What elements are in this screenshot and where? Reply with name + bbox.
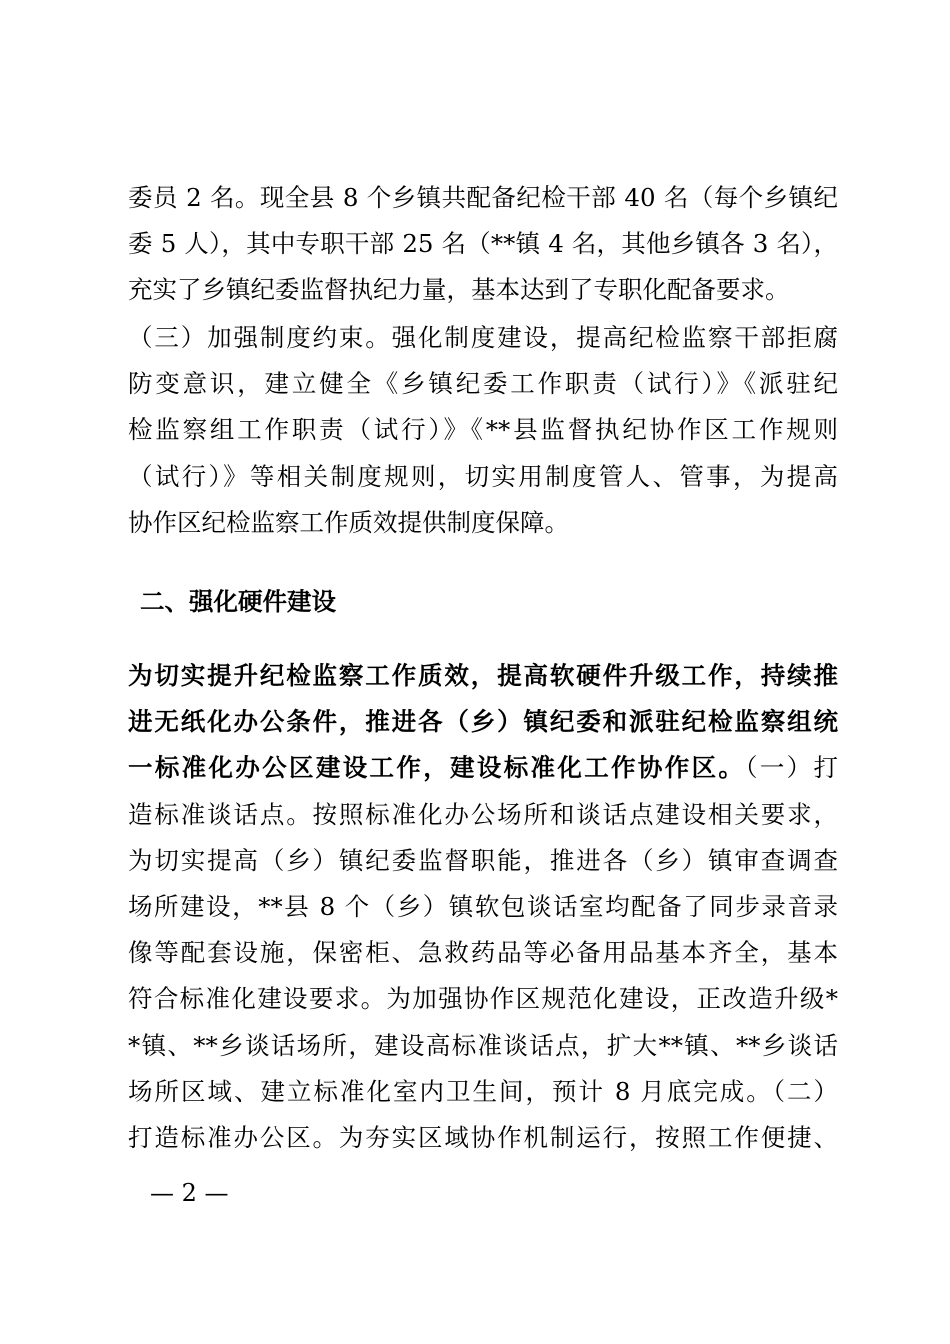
text-line: 场所建设，**县 8 个（乡）镇软包谈话室均配备了同步录音录 — [128, 891, 838, 921]
text-line: （试行）》等相关制度规则，切实用制度管人、管事，为提高 — [128, 461, 838, 491]
text-line: 防变意识，建立健全《乡镇纪委工作职责（试行）》《派驻纪 — [128, 369, 838, 399]
text-line: 打造标准办公区。为夯实区域协作机制运行，按照工作便捷、 — [128, 1122, 838, 1152]
text-line: 像等配套设施，保密柜、急救药品等必备用品基本齐全，基本 — [128, 938, 838, 968]
text-line: 检监察组工作职责（试行）》《**县监督执纪协作区工作规则 — [128, 415, 838, 445]
text-run: （一）打 — [745, 753, 838, 783]
text-line: 协作区纪检监察工作质效提供制度保障。 — [128, 507, 569, 537]
paragraph-staffing — [128, 175, 838, 314]
text-line: （三）加强制度约束。强化制度建设，提高纪检监察干部拒腐 — [128, 323, 838, 352]
text-line: 委 5 人），其中专职干部 25 名（**镇 4 名，其他乡镇各 3 名）， — [128, 229, 838, 259]
text-line: 场所区域、建立标准化室内卫生间，预计 8 月底完成。（二） — [128, 1076, 838, 1106]
text-line: 造标准谈话点。按照标准化办公场所和谈话点建设相关要求， — [128, 799, 838, 829]
paragraph-system-constraints — [128, 315, 838, 546]
text-line — [128, 745, 838, 791]
text-line: 符合标准化建设要求。为加强协作区规范化建设，正改造升级* — [128, 984, 838, 1014]
section-heading: 二、强化硬件建设 — [140, 587, 336, 616]
page-number: — 2 — — [150, 1179, 229, 1207]
text-line: 进无纸化办公条件，推进各（乡）镇纪委和派驻纪检监察组统 — [128, 707, 838, 737]
text-line: 充实了乡镇纪委监督执纪力量，基本达到了专职化配备要求。 — [128, 275, 790, 305]
text-line: *镇、**乡谈话场所，建设高标准谈话点，扩大**镇、**乡谈话 — [128, 1030, 838, 1060]
paragraph-hardware — [128, 653, 838, 1161]
text-run: 一标准化办公区建设工作，建设标准化工作协作区。 — [128, 753, 746, 783]
text-line: 委员 2 名。现全县 8 个乡镇共配备纪检干部 40 名（每个乡镇纪 — [128, 183, 838, 212]
text-line: 为切实提升纪检监察工作质效，提高软硬件升级工作，持续推 — [128, 661, 838, 690]
text-line: 为切实提高（乡）镇纪委监督职能，推进各（乡）镇审查调查 — [128, 845, 838, 875]
